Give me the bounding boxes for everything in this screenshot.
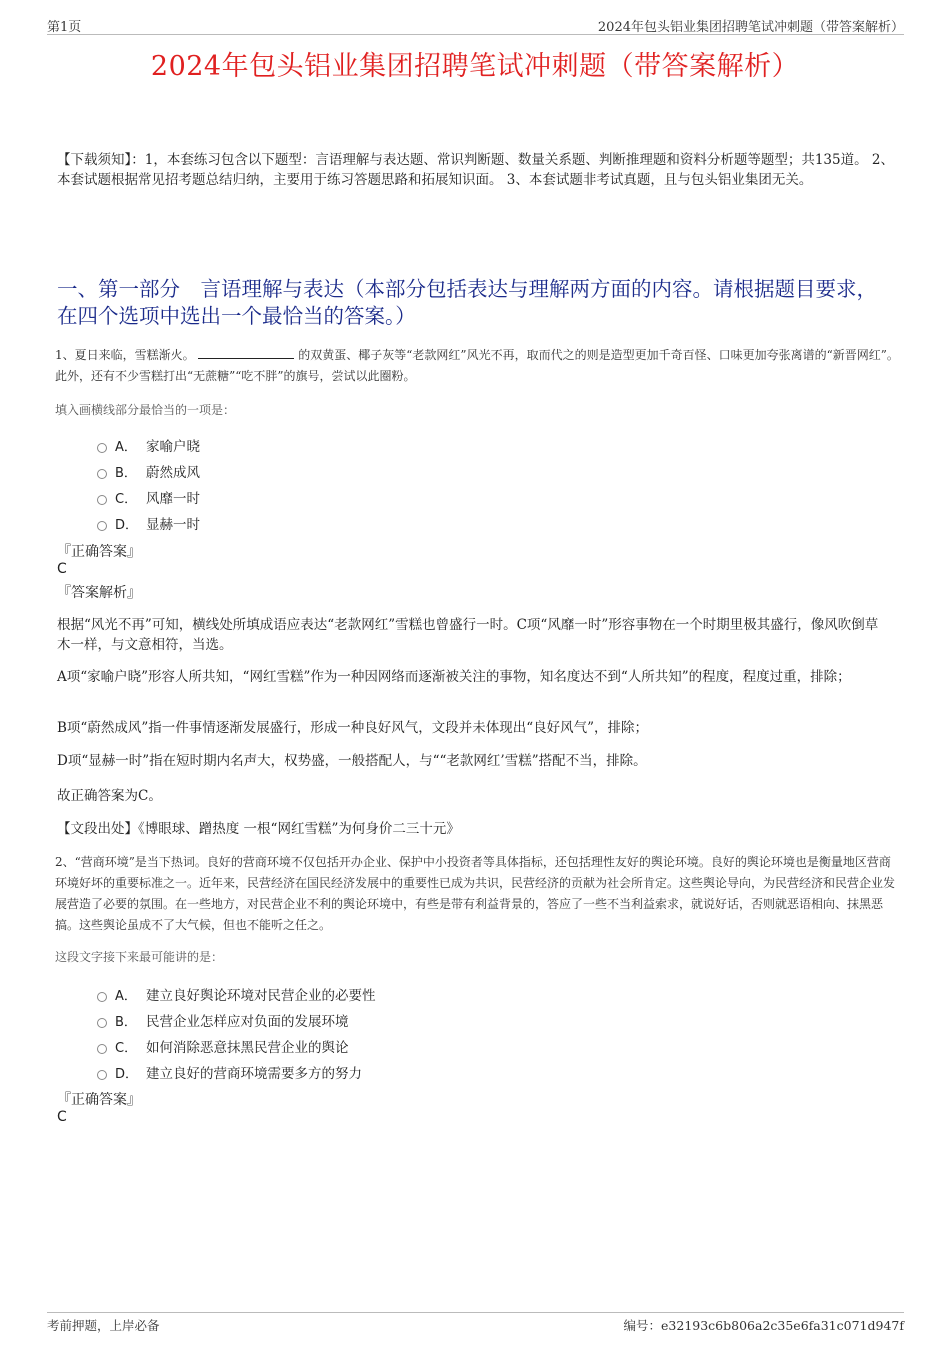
analysis-paragraph: A项“家喻户晓”形容人所共知，“网红雪糕”作为一种因网络而逐渐被关注的事物，知名度达不到“人所共知”的程度，程度过重，排除；	[57, 669, 851, 685]
radio-icon[interactable]	[97, 1044, 107, 1054]
question-2-options	[97, 981, 376, 1085]
option-text: 建立良好的营商环境需要多方的努力	[146, 1066, 362, 1082]
option-letter: A．	[115, 439, 137, 455]
option-letter: D．	[115, 1066, 139, 1082]
document-id: 编号：e32193c6b806a2c35e6fa31c071d947f	[623, 1318, 904, 1333]
radio-icon[interactable]	[97, 1018, 107, 1028]
download-notice: 【下载须知】：1，本套练习包含以下题型：言语理解与表达题、常识判断题、数量关系题、判断推理题和资料分析题等题型；共135道。 2、本套试题根据常见招考题总结归纳，主要用于练习答题思路和拓展知识面。 3、本套试题非考试真题，且与包头铝业集团无关。	[57, 152, 894, 188]
header-doc-title: 2024年包头铝业集团招聘笔试冲刺题（带答案解析）	[597, 20, 904, 35]
option-letter: B．	[115, 465, 137, 481]
page-number: 第1页	[47, 20, 82, 35]
correct-answer-label: 『正确答案』	[57, 1092, 141, 1108]
section-heading: 一、第一部分 言语理解与表达（本部分包括表达与理解两方面的内容。请根据题目要求，在四个选项中选出一个最恰当的答案。）	[57, 277, 877, 328]
option-b[interactable]	[97, 1007, 376, 1033]
analysis-conclusion: 故正确答案为C。	[57, 788, 162, 804]
option-text: 蔚然成风	[146, 465, 200, 481]
radio-icon[interactable]	[97, 495, 107, 505]
option-letter: C．	[115, 1040, 138, 1056]
option-a[interactable]	[97, 432, 200, 458]
option-c[interactable]	[97, 484, 200, 510]
question-1-text	[55, 345, 900, 387]
option-letter: C．	[115, 491, 138, 507]
option-text: 显赫一时	[146, 517, 200, 533]
question-1-options	[97, 432, 200, 536]
analysis-paragraph: B项“蔚然成风”指一件事情逐渐发展盛行，形成一种良好风气，文段并未体现出“良好风气”，排除；	[57, 720, 649, 736]
option-letter: D．	[115, 517, 139, 533]
correct-answer-label: 『正确答案』	[57, 544, 141, 560]
radio-icon[interactable]	[97, 521, 107, 531]
option-d[interactable]	[97, 510, 200, 536]
option-letter: A．	[115, 988, 137, 1004]
option-text: 家喻户晓	[146, 439, 200, 455]
correct-answer-value: C	[57, 1109, 67, 1125]
analysis-label: 『答案解析』	[57, 585, 141, 601]
page-header	[47, 14, 904, 35]
option-a[interactable]	[97, 981, 376, 1007]
correct-answer-value: C	[57, 561, 67, 577]
source-citation: 【文段出处】《博眼球、蹭热度 一根“网红雪糕”为何身价二三十元》	[57, 821, 460, 837]
page-footer	[47, 1312, 904, 1333]
option-text: 建立良好舆论环境对民营企业的必要性	[146, 988, 376, 1004]
radio-icon[interactable]	[97, 469, 107, 479]
question-2-text: 2、“营商环境”是当下热词。良好的营商环境不仅包括开办企业、保护中小投资者等具体指标，还包括理性友好的舆论环境。良好的舆论环境也是衡量地区营商环境好坏的重要标准之一。近年来，民营经济在国民经济发展中的重要性已成为共识，民营经济的贡献为社会所肯定。这些舆论导向，为民营经济和民营企业发展营造了必要的氛围。在一些地方，对民营企业不利的舆论环境中，有些是带有利益背景的，答应了一些不当利益索求，就说好话，否则就恶语相向、抹黑恶搞。这些舆论虽成不了大气候，但也不能听之任之。	[55, 855, 896, 932]
option-d[interactable]	[97, 1059, 376, 1085]
question-1-stem: 填入画横线部分最恰当的一项是：	[55, 403, 236, 417]
question-1-text-after: 的双黄蛋、椰子灰等“老款网红”风光不再，取而代之的则是造型更加千奇百怪、口味更加夸张离谱的“新晋网红”。此外，还有不少雪糕打出“无蔗糖”“吃不胖”的旗号，尝试以此圈粉。	[55, 348, 899, 383]
analysis-paragraph: D项“显赫一时”指在短时期内名声大，权势盛，一般搭配人，与““老款网红’雪糕”搭配不当，排除。	[57, 753, 647, 769]
radio-icon[interactable]	[97, 992, 107, 1002]
option-c[interactable]	[97, 1033, 376, 1059]
footer-slogan: 考前押题，上岸必备	[47, 1318, 160, 1333]
radio-icon[interactable]	[97, 1070, 107, 1080]
question-2-stem: 这段文字接下来最可能讲的是：	[55, 950, 224, 964]
option-text: 民营企业怎样应对负面的发展环境	[146, 1014, 349, 1030]
analysis-paragraph: 根据“风光不再”可知，横线处所填成语应表达“老款网红”雪糕也曾盛行一时。C项“风靡一时”形容事物在一个时期里极其盛行，像风吹倒草木一样，与文意相符，当选。	[57, 617, 879, 653]
fill-blank	[198, 346, 294, 359]
question-1-text-before: 1、夏日来临，雪糕渐火。	[55, 348, 195, 362]
option-b[interactable]	[97, 458, 200, 484]
option-letter: B．	[115, 1014, 137, 1030]
option-text: 风靡一时	[146, 491, 200, 507]
document-title: 2024年包头铝业集团招聘笔试冲刺题（带答案解析）	[150, 51, 800, 82]
option-text: 如何消除恶意抹黑民营企业的舆论	[146, 1040, 349, 1056]
radio-icon[interactable]	[97, 443, 107, 453]
